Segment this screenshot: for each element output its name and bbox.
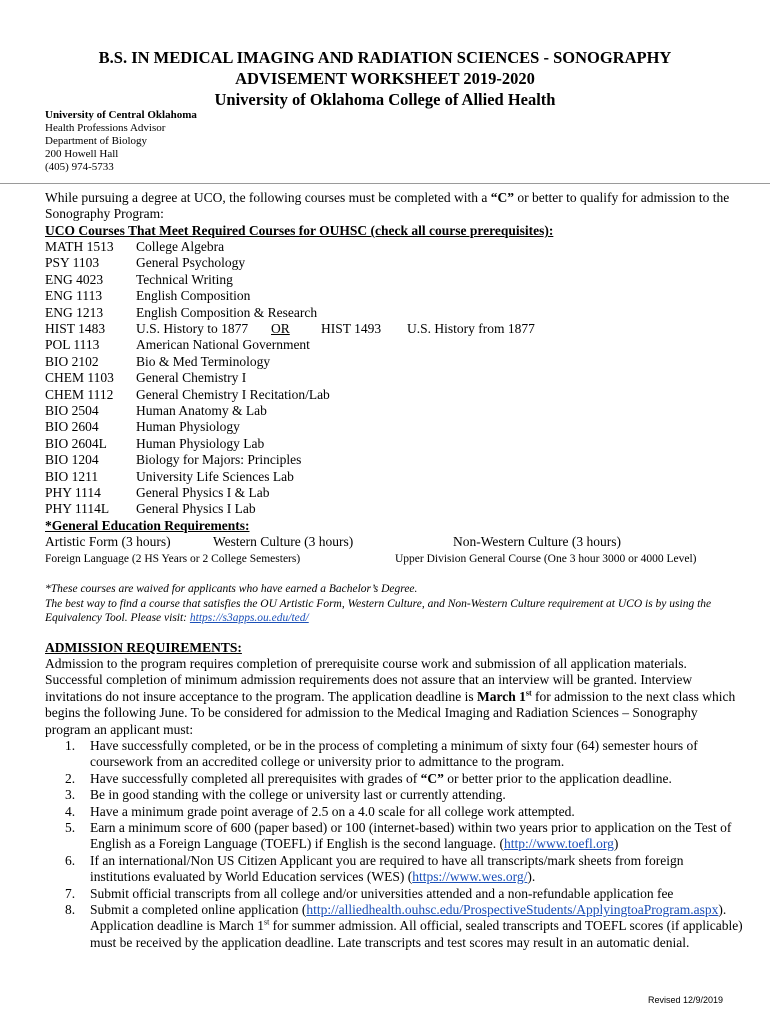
course-name: General Physics I Lab (136, 501, 256, 517)
course-code: BIO 2102 (45, 353, 99, 369)
req-5-text: Earn a minimum score of 600 (paper based) or 100 (internet-based) within two years prior to application on the Test of English as a Foreign Language (TOEFL) if English is the second language. ( (90, 820, 732, 852)
req-2-text: Have successfully completed all prerequisites with grades of (90, 770, 421, 786)
course-code: CHEM 1112 (45, 386, 114, 402)
hist-or: OR (271, 321, 290, 336)
requirement-8: 8. Submit a completed online application (http://alliedhealth.ouhsc.edu/ProspectiveStudents/ApplyingtoaProgram.aspx). Application deadline is March 1st for summer admission. All official, sealed transcripts and TOEFL scores (if applicable) must be received by the application deadline. Late transcripts and test scores may result in an automatic denial. (65, 902, 743, 950)
requirement-3: 3. Be in good standing with the college or university last or currently attending. (65, 787, 506, 803)
req-5-text-end: ) (613, 836, 619, 852)
req-8-text-end: for summer admission. All official, sealed transcripts and TOEFL scores (if applicable) must be received by the application deadline. Late transcripts and test scores may result in an automatic denial. (90, 918, 743, 950)
course-code: MATH 1513 (45, 239, 114, 254)
course-name: English Composition & Research (136, 304, 318, 320)
equivalency-link[interactable]: https://s3apps.ou.edu/ted/ (189, 612, 309, 624)
deadline-text: March 1 (477, 688, 526, 704)
admission-paragraph (45, 656, 745, 738)
admission-text-end: for admission to the next class which begins the following June. To be considered for admission to the Medical Imaging and Radiation Sciences – Sonography program an applicant must: (45, 688, 736, 737)
course-name: General Chemistry I Recitation/Lab (136, 386, 330, 402)
hist-alt-name: U.S. History from 1877 (407, 321, 535, 336)
gened-row-1 (45, 534, 621, 550)
requirement-4: 4. Have a minimum grade point average of 2.5 on a 4.0 scale for all college work attempted. (65, 803, 575, 819)
admission-heading: ADMISSION REQUIREMENTS: (45, 640, 242, 655)
course-code: BIO 2504 (45, 403, 99, 418)
course-name: General Chemistry I (136, 370, 247, 386)
course-code: BIO 2604 (45, 419, 99, 435)
course-code: ENG 4023 (45, 271, 104, 287)
course-code: PHY 1114L (45, 501, 110, 517)
course-name: University Life Sciences Lab (136, 468, 294, 484)
title-line-1: B.S. IN MEDICAL IMAGING AND RADIATION SCIENCES - SONOGRAPHY (98, 48, 672, 67)
toefl-link[interactable]: http://www.toefl.org (504, 836, 614, 852)
gened-upper: Upper Division General Course (One 3 hour 3000 or 4000 Level) (395, 553, 697, 565)
req-4-text: Have a minimum grade point average of 2.5 on a 4.0 scale for all college work attempted. (90, 803, 575, 819)
req-8-text-mid: ). Application deadline is March 1 (90, 902, 727, 934)
course-name: U.S. History to 1877 (136, 321, 249, 336)
course-name: Human Physiology Lab (136, 435, 265, 451)
contact-address: 200 Howell Hall (45, 148, 119, 160)
course-name: Technical Writing (136, 271, 233, 287)
req-3-text: Be in good standing with the college or university last or currently attending. (90, 787, 506, 803)
course-code: BIO 1204 (45, 452, 99, 468)
req-1-text: Have successfully completed, or be in the process of completing a minimum of sixty four (64) semester hours of coursework from an accredited college or university prior to admittance to the program. (90, 738, 698, 770)
course-code: ENG 1213 (45, 304, 104, 320)
requirement-2: 2. Have successfully completed all prerequisites with grades of “C” or better prior to the application deadline. (65, 770, 672, 786)
course-code: CHEM 1103 (45, 370, 114, 386)
course-name: Bio & Med Terminology (136, 353, 271, 369)
contact-org: University of Central Oklahoma (45, 109, 197, 121)
requirement-1: 1. Have successfully completed, or be in the process of completing a minimum of sixty four (64) semester hours of coursework from an accredited college or university prior to admittance to the program. (65, 738, 698, 770)
gened-heading: *General Education Requirements: (45, 518, 250, 533)
gened-artistic: Artistic Form (3 hours) (45, 534, 171, 549)
deadline-sup: st (525, 688, 532, 698)
hist-alternative (271, 321, 535, 337)
requirements-list (45, 738, 745, 951)
admission-deadline (477, 689, 532, 704)
req-2-grade: “C” (420, 770, 444, 786)
gened-western: Western Culture (3 hours) (213, 534, 354, 549)
course-code: BIO 2604L (45, 435, 107, 451)
req-2-text-end: or better prior to the application deadline. (443, 770, 672, 786)
course-name: Human Anatomy & Lab (136, 403, 267, 418)
wes-link[interactable]: https://www.wes.org/ (412, 869, 528, 885)
title-line-2: ADVISEMENT WORKSHEET 2019-2020 (235, 69, 535, 88)
requirement-6: 6. If an international/Non US Citizen Applicant you are required to have all transcripts/mark sheets from foreign institutions evaluated by World Education services (WES) (https://www.wes.org/). (65, 852, 684, 885)
equivalency-note (45, 597, 745, 625)
intro-text-end: or better to qualify for admission to the Sonography Program: (45, 190, 730, 222)
gened-row-2 (45, 551, 697, 567)
hist-alt-code: HIST 1493 (321, 321, 382, 336)
waived-note: *These courses are waived for applicants who have earned a Bachelor’s Degree. (45, 583, 418, 595)
intro-text: While pursuing a degree at UCO, the following courses must be completed with a (45, 190, 491, 205)
req-6-text: If an international/Non US Citizen Applicant you are required to have all transcripts/mark sheets from foreign institutions evaluated by World Education services (WES) ( (90, 852, 684, 885)
course-name: General Psychology (136, 255, 246, 271)
gened-foreign: Foreign Language (2 HS Years or 2 College Semesters) (45, 553, 301, 565)
requirement-7: 7. Submit official transcripts from all college and/or universities attended and a non-refundable application fee (65, 885, 674, 901)
course-code: BIO 1211 (45, 468, 99, 484)
req-6-text-end: ). (527, 869, 536, 885)
contact-role: Health Professions Advisor (45, 122, 166, 134)
revision-date: Revised 12/9/2019 (648, 995, 724, 1005)
equiv-text: The best way to find a course that satisfies the OU Artistic Form, Western Culture, and Non-Western Culture requirement at UCO is by using the Equivalency Tool. Please visit: (45, 598, 712, 624)
intro-grade: “C” (490, 190, 515, 205)
course-code: PSY 1103 (45, 255, 100, 271)
course-name: Biology for Majors: Principles (136, 452, 302, 468)
contact-phone: (405) 974-5733 (45, 161, 114, 173)
advisor-contact (45, 109, 197, 174)
req-8-sup: st (263, 917, 270, 927)
courses-heading: UCO Courses That Meet Required Courses for OUHSC (check all course prerequisites): (45, 223, 554, 238)
course-name: College Algebra (136, 239, 225, 254)
gened-nonwestern: Non-Western Culture (3 hours) (453, 534, 621, 549)
requirement-5: 5. Earn a minimum score of 600 (paper based) or 100 (internet-based) within two years prior to application on the Test of English as a Foreign Language (TOEFL) if English is the second language. (http://www.toefl.org) (65, 820, 732, 852)
course-name: American National Government (136, 337, 310, 353)
course-name: Human Physiology (136, 419, 240, 435)
course-name: General Physics I & Lab (136, 485, 270, 500)
req-8-text: Submit a completed online application ( (90, 902, 307, 918)
admission-text: Admission to the program requires completion of prerequisite course work and submission of all application materials. Successful completion of minimum admission requirements does not assure that an interview will be granted. Interview invitations do not insure acceptance to the program. The application deadline is (45, 656, 693, 704)
title-line-3: University of Oklahoma College of Allied Health (214, 90, 556, 109)
contact-dept: Department of Biology (45, 135, 148, 147)
course-name: English Composition (136, 288, 251, 304)
course-code: POL 1113 (45, 337, 100, 353)
course-code: ENG 1113 (45, 288, 103, 304)
application-link[interactable]: http://alliedhealth.ouhsc.edu/ProspectiveStudents/ApplyingtoaProgram.aspx (306, 902, 719, 918)
intro-paragraph (45, 190, 745, 223)
req-7-text: Submit official transcripts from all college and/or universities attended and a non-refundable application fee (90, 885, 674, 901)
course-code: HIST 1483 (45, 321, 106, 336)
course-code: PHY 1114 (45, 485, 101, 500)
divider (0, 183, 770, 184)
